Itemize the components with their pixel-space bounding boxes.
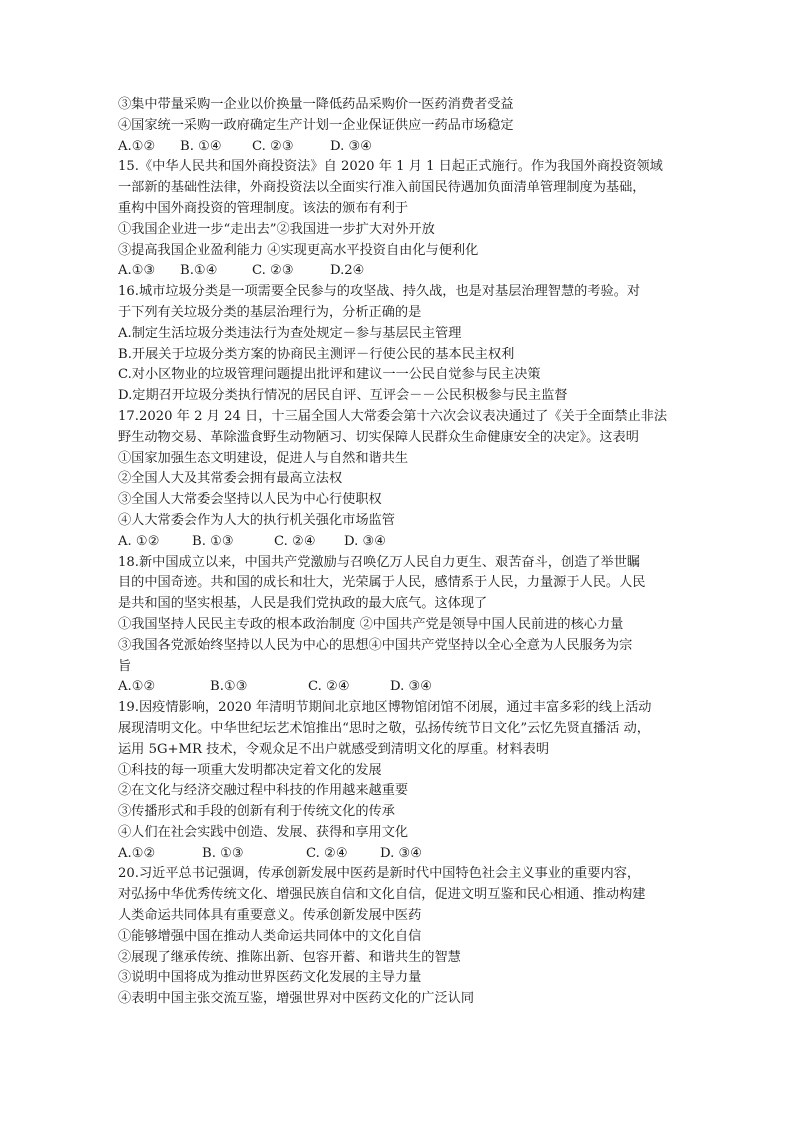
question-19-line: ③传播形式和手段的创新有利于传统文化的传承 [118,804,395,820]
question-20-line: ②展现了继承传统、推陈出新、包容开蓄、和谐共生的智慧 [118,949,461,965]
option-d: D. ③④ [390,679,433,695]
option-a: A.①② [118,679,156,695]
question-17-line: ④人大常委会作为人大的执行机关强化市场监管 [118,512,395,528]
question-18-line: 是共和国的坚实根基，人民是我们党执政的最大底气。这体现了 [118,596,488,612]
option-a: A.①② [118,138,156,154]
option-c: C. ②③ [252,138,294,154]
option-b: B. ①③ [192,533,234,549]
question-19-line: ①科技的每一项重大发明都决定着文化的发展 [118,762,382,778]
question-17-line: ①国家加强生态文明建设，促进人与自然和谐共生 [118,450,409,466]
question-20-line: ④表明中国主张交流互鉴，增强世界对中医药文化的广泛认同 [118,991,475,1007]
question-20-line: ①能够增强中国在推动人类命运共同体中的文化自信 [118,928,422,944]
question-18-line: 目的中国奇迹。共和国的成长和壮大，光荣属于人民，感情系于人民，力量源于人民。人民 [118,575,646,591]
option-d: D. ③④ [380,845,423,861]
options-row-q14 [118,137,688,158]
question-16-line: 于下列有关垃圾分类的基层治理行为，分析正确的是 [118,304,422,320]
question-18-line: ③我国各党派始终坚持以人民为中心的思想④中国共产党坚持以全心全意为人民服务为宗 [118,637,633,653]
option-c: C. ②④ [274,533,316,549]
option-c: C. ②④ [306,845,348,861]
question-15-line: ①我国企业进一步“走出去”②我国进一步扩大对外开放 [118,221,435,237]
question-16-option: C.对小区物业的垃圾管理问题提出批评和建议一一公民自觉参与民主决策 [118,367,541,383]
question-16-option: B.开展关于垃圾分类方案的协商民主测评－行使公民的基本民主权利 [118,346,515,362]
question-15-line: 一部新的基础性法律，外商投资法以全面实行准入前国民待遇加负面清单管理制度为基础， [118,180,646,196]
question-15-line: 15.《中华人民共和国外商投资法》自 2020 年 1 月 1 日起正式施行。作为我国外商投资领域 [118,159,663,175]
question-19-line: 运用 5G+MR 技术，令观众足不出户就感受到清明文化的厚重。材料表明 [118,741,550,757]
exam-page [118,95,688,1010]
options-row-q19 [118,844,688,865]
options-row-q15 [118,261,688,282]
question-15-line: ③提高我国企业盈利能力 ④实现更高水平投资自由化与便利化 [118,242,479,258]
option-a: A.①③ [118,263,156,279]
option-b: B. ①③ [202,845,244,861]
question-18-line: ①我国坚持人民民主专政的根本政治制度 ②中国共产党是领导中国人民前进的核心力量 [118,616,624,632]
option-c: C. ②③ [252,263,294,279]
question-17-line: ③全国人大常委会坚持以人民为中心行使职权 [118,492,382,508]
question-20-line: ③说明中国将成为推动世界医药文化发展的主导力量 [118,970,422,986]
option-d: D. ③④ [344,533,387,549]
question-17-line: 17.2020 年 2 月 24 日，十三届全国人大常委会第十六次会议表决通过了《关于全面禁止非法 [118,408,668,424]
options-row-q17 [118,532,688,553]
option-d: D.2④ [330,263,365,279]
option-b: B. ①④ [180,138,222,154]
question-20-line: 人类命运共同体具有重要意义。传承创新发展中医药 [118,908,422,924]
question-17-line: 野生动物交易、革除滥食野生动物陋习、切实保障人民群众生命健康安全的决定》。这表明 [118,429,639,445]
question-20-line: 对弘扬中华优秀传统文化、增强民族自信和文化自信，促进文明互鉴和民心相通、推动构建 [118,887,646,903]
option-a: A. ①② [118,533,160,549]
option-a: A.①② [118,845,156,861]
question-15-line: 重构中国外商投资的管理制度。该法的颁布有利于 [118,200,409,216]
question-16-option: A.制定生活垃圾分类违法行为查处规定－参与基层民主管理 [118,325,462,341]
option-d: D. ③④ [330,138,373,154]
question-18-line: 旨 [118,658,132,674]
question-16-line: 16.城市垃圾分类是一项需要全民参与的攻坚战、持久战，也是对基层治理智慧的考验。对 [118,284,641,300]
question-19-line: ④人们在社会实践中创造、发展、获得和享用文化 [118,824,409,840]
text-line: ④国家统一采购一政府确定生产计划一企业保证供应一药品市场稳定 [118,117,514,133]
question-19-line: ②在文化与经济交融过程中科技的作用越来越重要 [118,783,409,799]
question-20-line: 20.习近平总书记强调，传承创新发展中医药是新时代中国特色社会主义事业的重要内容， [118,866,641,882]
options-row-q18 [118,677,688,698]
question-18-line: 18.新中国成立以来，中国共产党激励与召唤亿万人民自力更生、艰苦奋斗，创造了举世瞩 [118,554,641,570]
option-b: B.①③ [210,679,248,695]
question-19-line: 展现清明文化。中华世纪坛艺术馆推出“思时之敬，弘扬传统节日文化”云忆先贤直播活 动， [118,720,650,736]
question-17-line: ②全国人大及其常委会拥有最高立法权 [118,471,343,487]
option-b: B.①④ [180,263,218,279]
option-c: C. ②④ [308,679,350,695]
text-line: ③集中带量采购一企业以价换量一降低药品采购价一医药消费者受益 [118,97,514,112]
question-16-option: D.定期召开垃圾分类执行情况的居民自评、互评会－－公民积极参与民主监督 [118,388,568,404]
question-19-line: 19.因疫情影响，2020 年清明节期间北京地区博物馆闭馆不闭展，通过丰富多彩的线上活动 [118,700,652,716]
